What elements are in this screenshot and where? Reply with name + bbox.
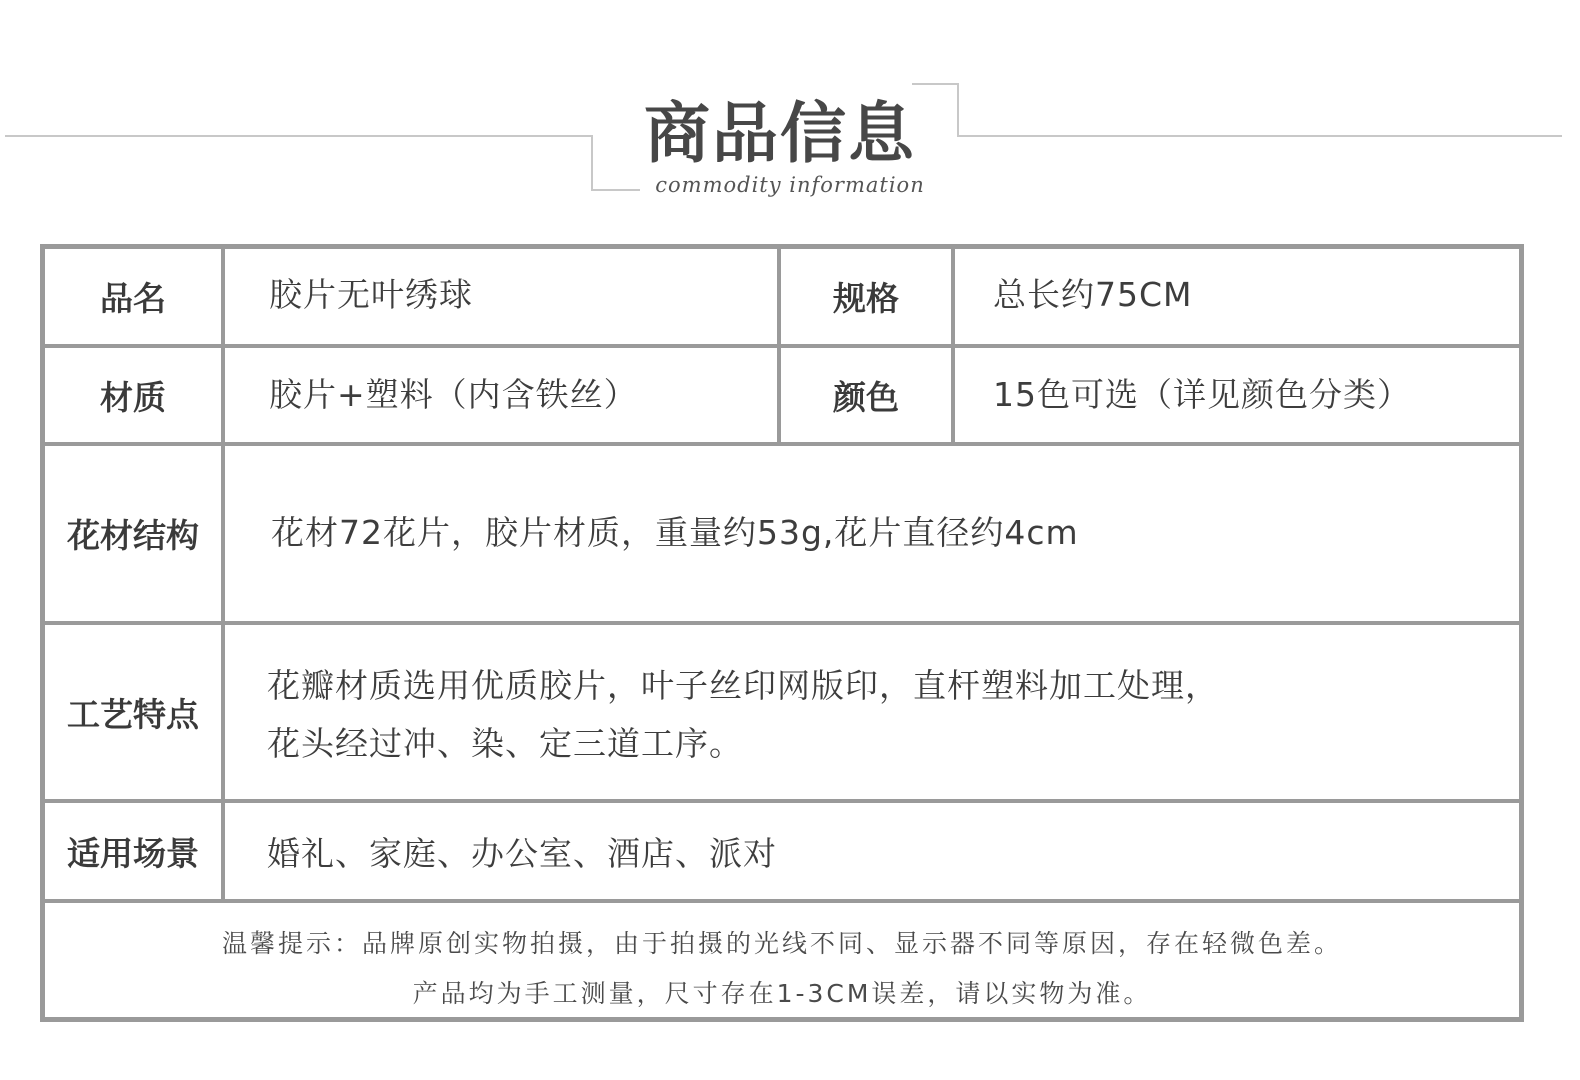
page-subtitle: commodity information: [655, 173, 925, 197]
table-row-usage: [45, 803, 1519, 903]
page-title: 商品信息: [644, 95, 916, 172]
value-craft-line2: 花头经过冲、染、定三道工序。: [267, 724, 743, 763]
table-row-craft: [45, 625, 1519, 803]
label-structure: 花材结构: [45, 446, 225, 621]
label-color: 颜色: [781, 348, 955, 442]
value-name: 胶片无叶绣球: [225, 249, 781, 344]
value-craft-line1: 花瓣材质选用优质胶片，叶子丝印网版印，直杆塑料加工处理，: [267, 666, 1219, 705]
section-header: [0, 0, 1580, 230]
label-usage: 适用场景: [45, 803, 225, 899]
label-spec: 规格: [781, 249, 955, 344]
product-info-table: [40, 244, 1524, 1022]
value-usage: 婚礼、家庭、办公室、酒店、派对: [267, 833, 777, 873]
table-row-structure: [45, 446, 1519, 625]
label-material: 材质: [45, 348, 225, 442]
label-craft: 工艺特点: [45, 625, 225, 799]
notice-text: [45, 903, 1519, 1019]
table-row-name-spec: [45, 249, 1519, 348]
table-row-notice: [45, 903, 1519, 1017]
notice-line2: 产品均为手工测量，尺寸存在1-3CM误差，请以实物为准。: [412, 979, 1152, 1008]
value-material: 胶片+塑料（内含铁丝）: [225, 348, 781, 442]
notice-line1: 温馨提示：品牌原创实物拍摄，由于拍摄的光线不同、显示器不同等原因，存在轻微色差。: [221, 929, 1342, 958]
value-color: 15色可选（详见颜色分类）: [993, 374, 1411, 414]
value-spec: 总长约75CM: [993, 275, 1193, 314]
value-structure: 花材72花片，胶片材质，重量约53g,花片直径约4cm: [271, 513, 1079, 552]
value-craft: [225, 625, 1519, 799]
table-row-material-color: [45, 348, 1519, 446]
label-name: 品名: [45, 249, 225, 344]
